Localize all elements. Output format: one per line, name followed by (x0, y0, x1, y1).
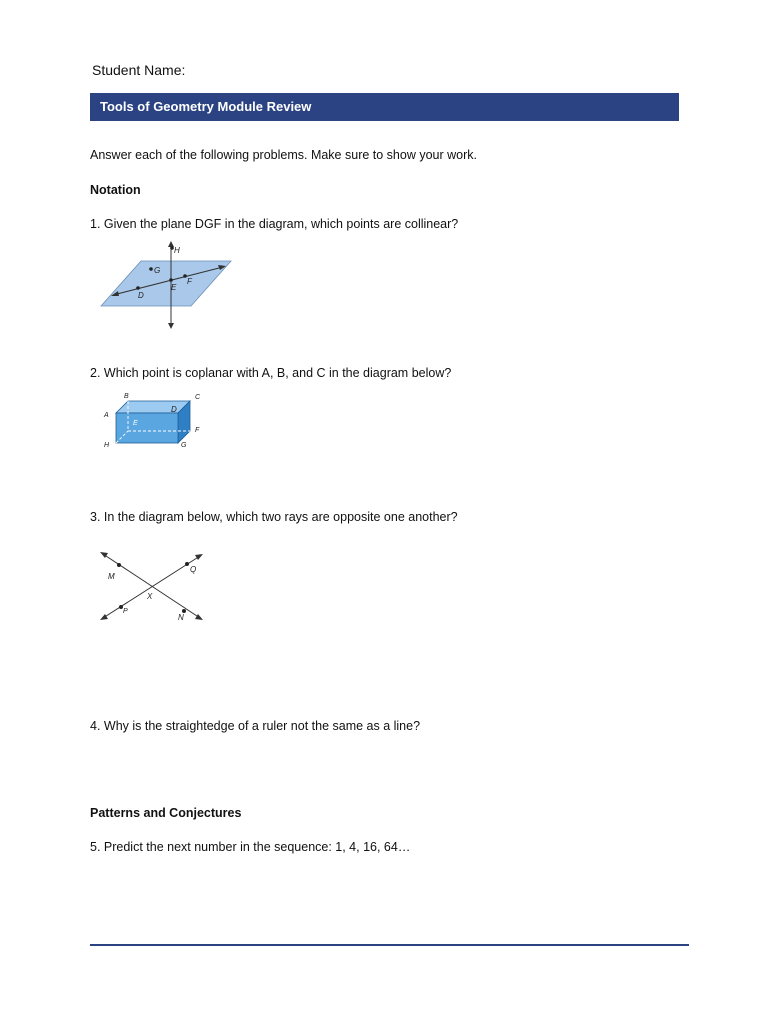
point-d (136, 286, 140, 290)
section-heading-patterns: Patterns and Conjectures (90, 806, 242, 820)
label-p: P (123, 608, 128, 615)
label-x: X (147, 592, 153, 601)
label-f: F (195, 427, 200, 434)
section-heading-notation: Notation (90, 183, 141, 197)
label-n: N (178, 613, 184, 622)
footer-divider (90, 944, 689, 946)
prism-diagram (100, 388, 215, 450)
label-g: G (181, 442, 187, 449)
label-e: E (171, 283, 177, 292)
point-e (169, 278, 173, 282)
point-q (185, 562, 189, 566)
arrow-q-icon (195, 554, 203, 560)
arrow-p-icon (100, 614, 108, 620)
label-h: H (104, 442, 110, 449)
question-2: 2. Which point is coplanar with A, B, and C in the diagram below? (90, 366, 452, 380)
label-f: F (187, 277, 192, 286)
question-4: 4. Why is the straightedge of a ruler not the same as a line? (90, 719, 421, 733)
question-5: 5. Predict the next number in the sequence: 1, 4, 16, 64… (90, 840, 411, 854)
label-g: G (154, 266, 161, 275)
question-3: 3. In the diagram below, which two rays are opposite one another? (90, 510, 458, 524)
label-m: M (108, 572, 115, 581)
student-name-label: Student Name: (92, 62, 186, 78)
question-1: 1. Given the plane DGF in the diagram, which points are collinear? (90, 217, 459, 231)
prism-front-face (116, 413, 178, 443)
arrow-down-icon (168, 323, 174, 329)
label-d: D (138, 291, 144, 300)
plane-diagram (95, 240, 240, 330)
rays-diagram (95, 548, 210, 626)
point-m (117, 563, 121, 567)
instructions-text: Answer each of the following problems. Make sure to show your work. (90, 148, 477, 162)
prism-top-face (116, 401, 190, 413)
plane-shape (101, 261, 231, 306)
point-g (149, 267, 153, 271)
label-b: B (124, 393, 129, 400)
label-q: Q (190, 565, 197, 574)
label-d: D (171, 405, 177, 414)
label-h: H (174, 246, 180, 255)
module-title-banner: Tools of Geometry Module Review (90, 93, 679, 121)
label-c: C (195, 394, 201, 401)
label-a: A (104, 412, 109, 419)
label-e: E (133, 420, 138, 427)
